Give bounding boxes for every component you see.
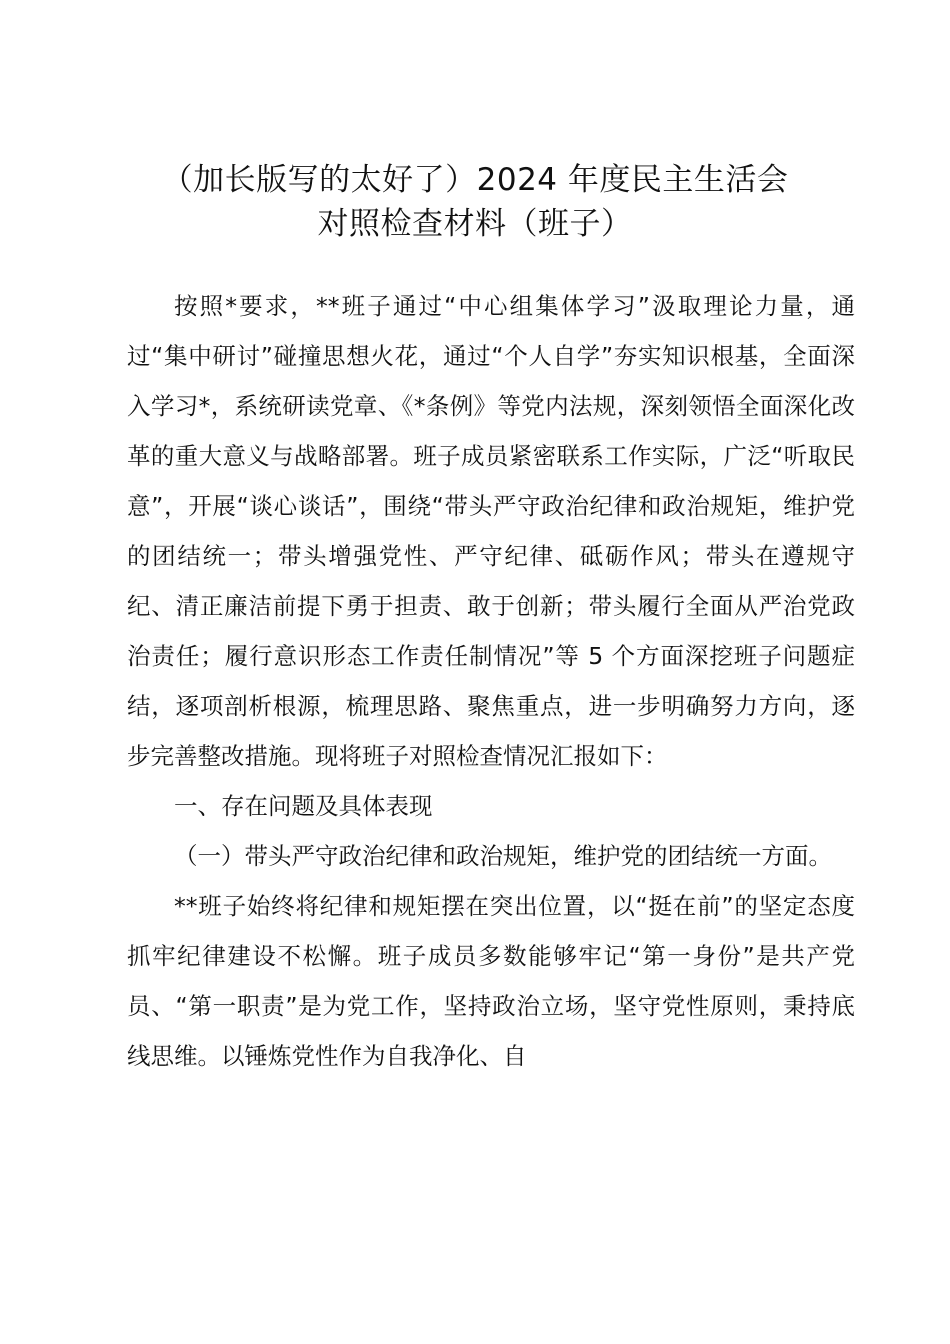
paragraph-body: **班子始终将纪律和规矩摆在突出位置，以“挺在前”的坚定态度抓牢纪律建设不松懈。班子成员多数能够牢记“第一身份”是共产党员、“第一职责”是为党工作，坚持政治立场，坚守党性原则，秉持底线思维。以锤炼党性作为自我净化、自 [127, 892, 855, 1070]
section-heading-1: 一、存在问题及具体表现 [174, 792, 433, 820]
document-title [110, 158, 840, 246]
title-line-2: 对照检查材料（班子） [317, 206, 633, 242]
document-body [127, 281, 855, 1081]
paragraph-intro: 按照*要求，**班子通过“中心组集体学习”汲取理论力量，通过“集中研讨”碰撞思想火花，通过“个人自学”夯实知识根基，全面深入学习*，系统研读党章、《*条例》等党内法规，深刻领悟全面深化改革的重大意义与战略部署。班子成员紧密联系工作实际，广泛“听取民意”，开展“谈心谈话”，围绕“带头严守政治纪律和政治规矩，维护党的团结统一；带头增强党性、严守纪律、砥砺作风；带头在遵规守纪、清正廉洁前提下勇于担责、敢于创新；带头履行全面从严治党政治责任；履行意识形态工作责任制情况”等 5 个方面深挖班子问题症结，逐项剖析根源，梳理思路、聚焦重点，进一步明确努力方向，逐步完善整改措施。现将班子对照检查情况汇报如下： [127, 292, 855, 770]
subsection-heading-1: （一）带头严守政治纪律和政治规矩，维护党的团结统一方面。 [174, 842, 832, 870]
title-line-1: （加长版写的太好了）2024 年度民主生活会 [161, 162, 789, 198]
